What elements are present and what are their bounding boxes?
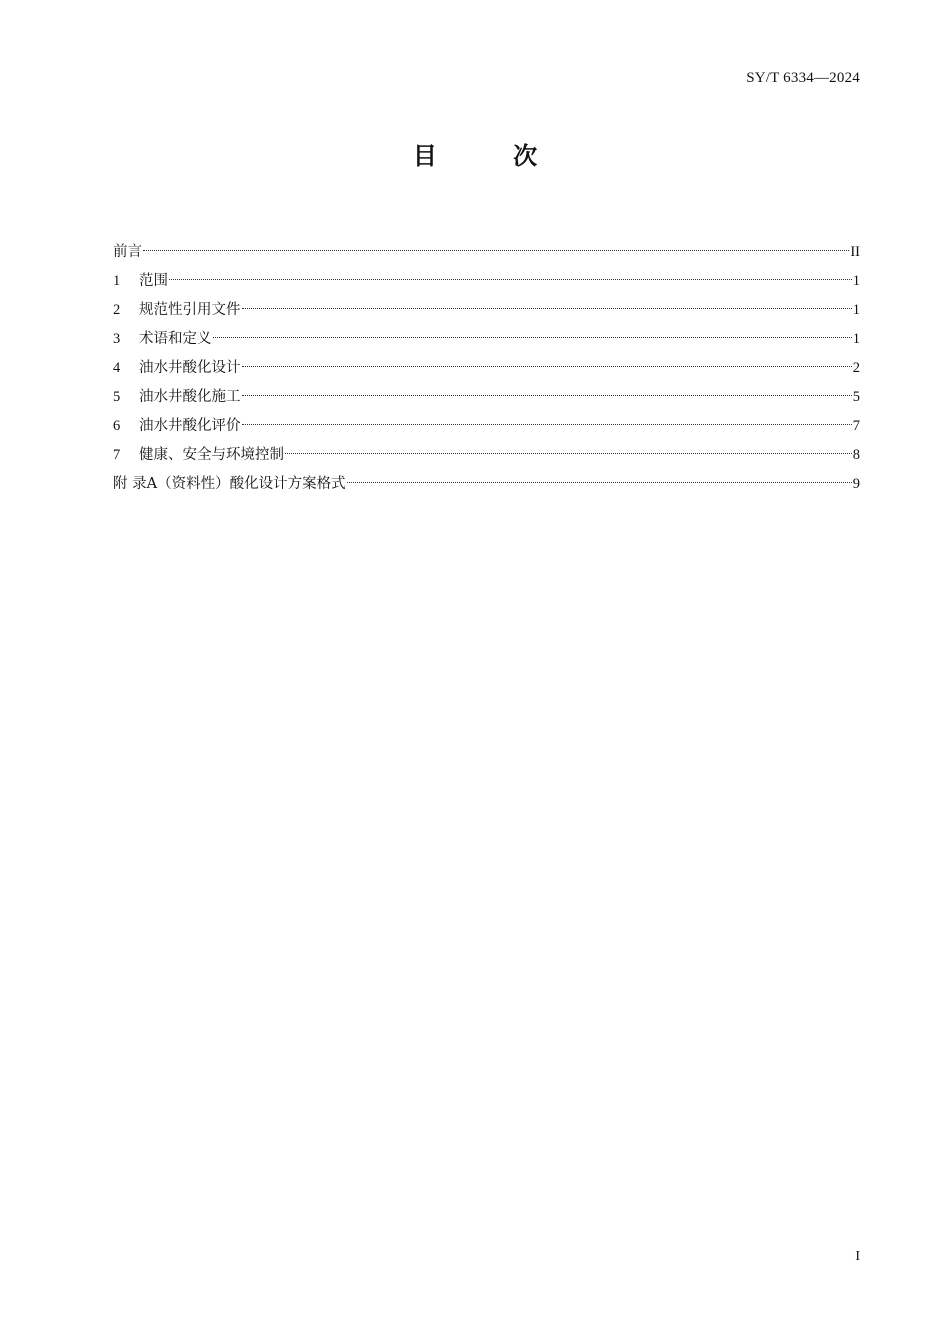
toc-entry-label: 油水井酸化评价	[139, 418, 241, 434]
toc-leader-dots	[347, 464, 852, 488]
toc-entry-page: II	[850, 244, 860, 260]
toc-entry-number: 2	[113, 302, 121, 318]
toc-entry-label: 油水井酸化施工	[139, 389, 241, 405]
toc-leader-dots	[242, 348, 852, 372]
toc-leader-dots	[213, 319, 852, 343]
table-of-contents	[113, 232, 860, 493]
toc-leader-dots	[242, 377, 852, 401]
toc-entry-label: 规范性引用文件	[139, 302, 241, 318]
toc-entry-appendix-a[interactable]	[113, 464, 860, 493]
toc-entry-page: 5	[852, 389, 860, 405]
toc-entry-page: 2	[852, 360, 860, 376]
toc-entry-label: 附 录A（资料性）酸化设计方案格式	[113, 476, 346, 492]
toc-entry-label: 范围	[139, 273, 168, 289]
toc-entry-page: 1	[852, 331, 860, 347]
page-title: 目 次	[412, 142, 572, 170]
toc-entry-number: 3	[113, 331, 121, 347]
toc-entry-number: 5	[113, 389, 121, 405]
toc-entry-label: 健康、安全与环境控制	[139, 447, 284, 463]
toc-entry-hse-control[interactable]	[113, 435, 860, 464]
toc-leader-dots	[285, 435, 852, 459]
toc-entry-page: 1	[852, 273, 860, 289]
toc-entry-normative-references[interactable]	[113, 290, 860, 319]
toc-entry-acidizing-operation[interactable]	[113, 377, 860, 406]
toc-entry-acidizing-evaluation[interactable]	[113, 406, 860, 435]
toc-leader-dots	[242, 406, 852, 430]
toc-entry-scope[interactable]	[113, 261, 860, 290]
toc-entry-label: 术语和定义	[139, 331, 212, 347]
toc-leader-dots	[143, 232, 849, 256]
toc-entry-label: 前言	[113, 244, 142, 260]
toc-entry-number: 1	[113, 273, 121, 289]
page-number: I	[855, 1249, 860, 1264]
toc-entry-page: 7	[852, 418, 860, 434]
standard-code: SY/T 6334—2024	[746, 70, 860, 86]
toc-entry-page: 9	[852, 476, 860, 492]
toc-entry-number: 4	[113, 360, 121, 376]
toc-entry-page: 1	[852, 302, 860, 318]
toc-entry-terms-definitions[interactable]	[113, 319, 860, 348]
toc-entry-number: 6	[113, 418, 121, 434]
toc-entry-page: 8	[852, 447, 860, 463]
toc-entry-acidizing-design[interactable]	[113, 348, 860, 377]
toc-entry-number: 7	[113, 447, 121, 463]
toc-leader-dots	[242, 290, 852, 314]
toc-entry-foreword[interactable]	[113, 232, 860, 261]
toc-leader-dots	[169, 261, 852, 285]
toc-entry-label: 油水井酸化设计	[139, 360, 241, 376]
